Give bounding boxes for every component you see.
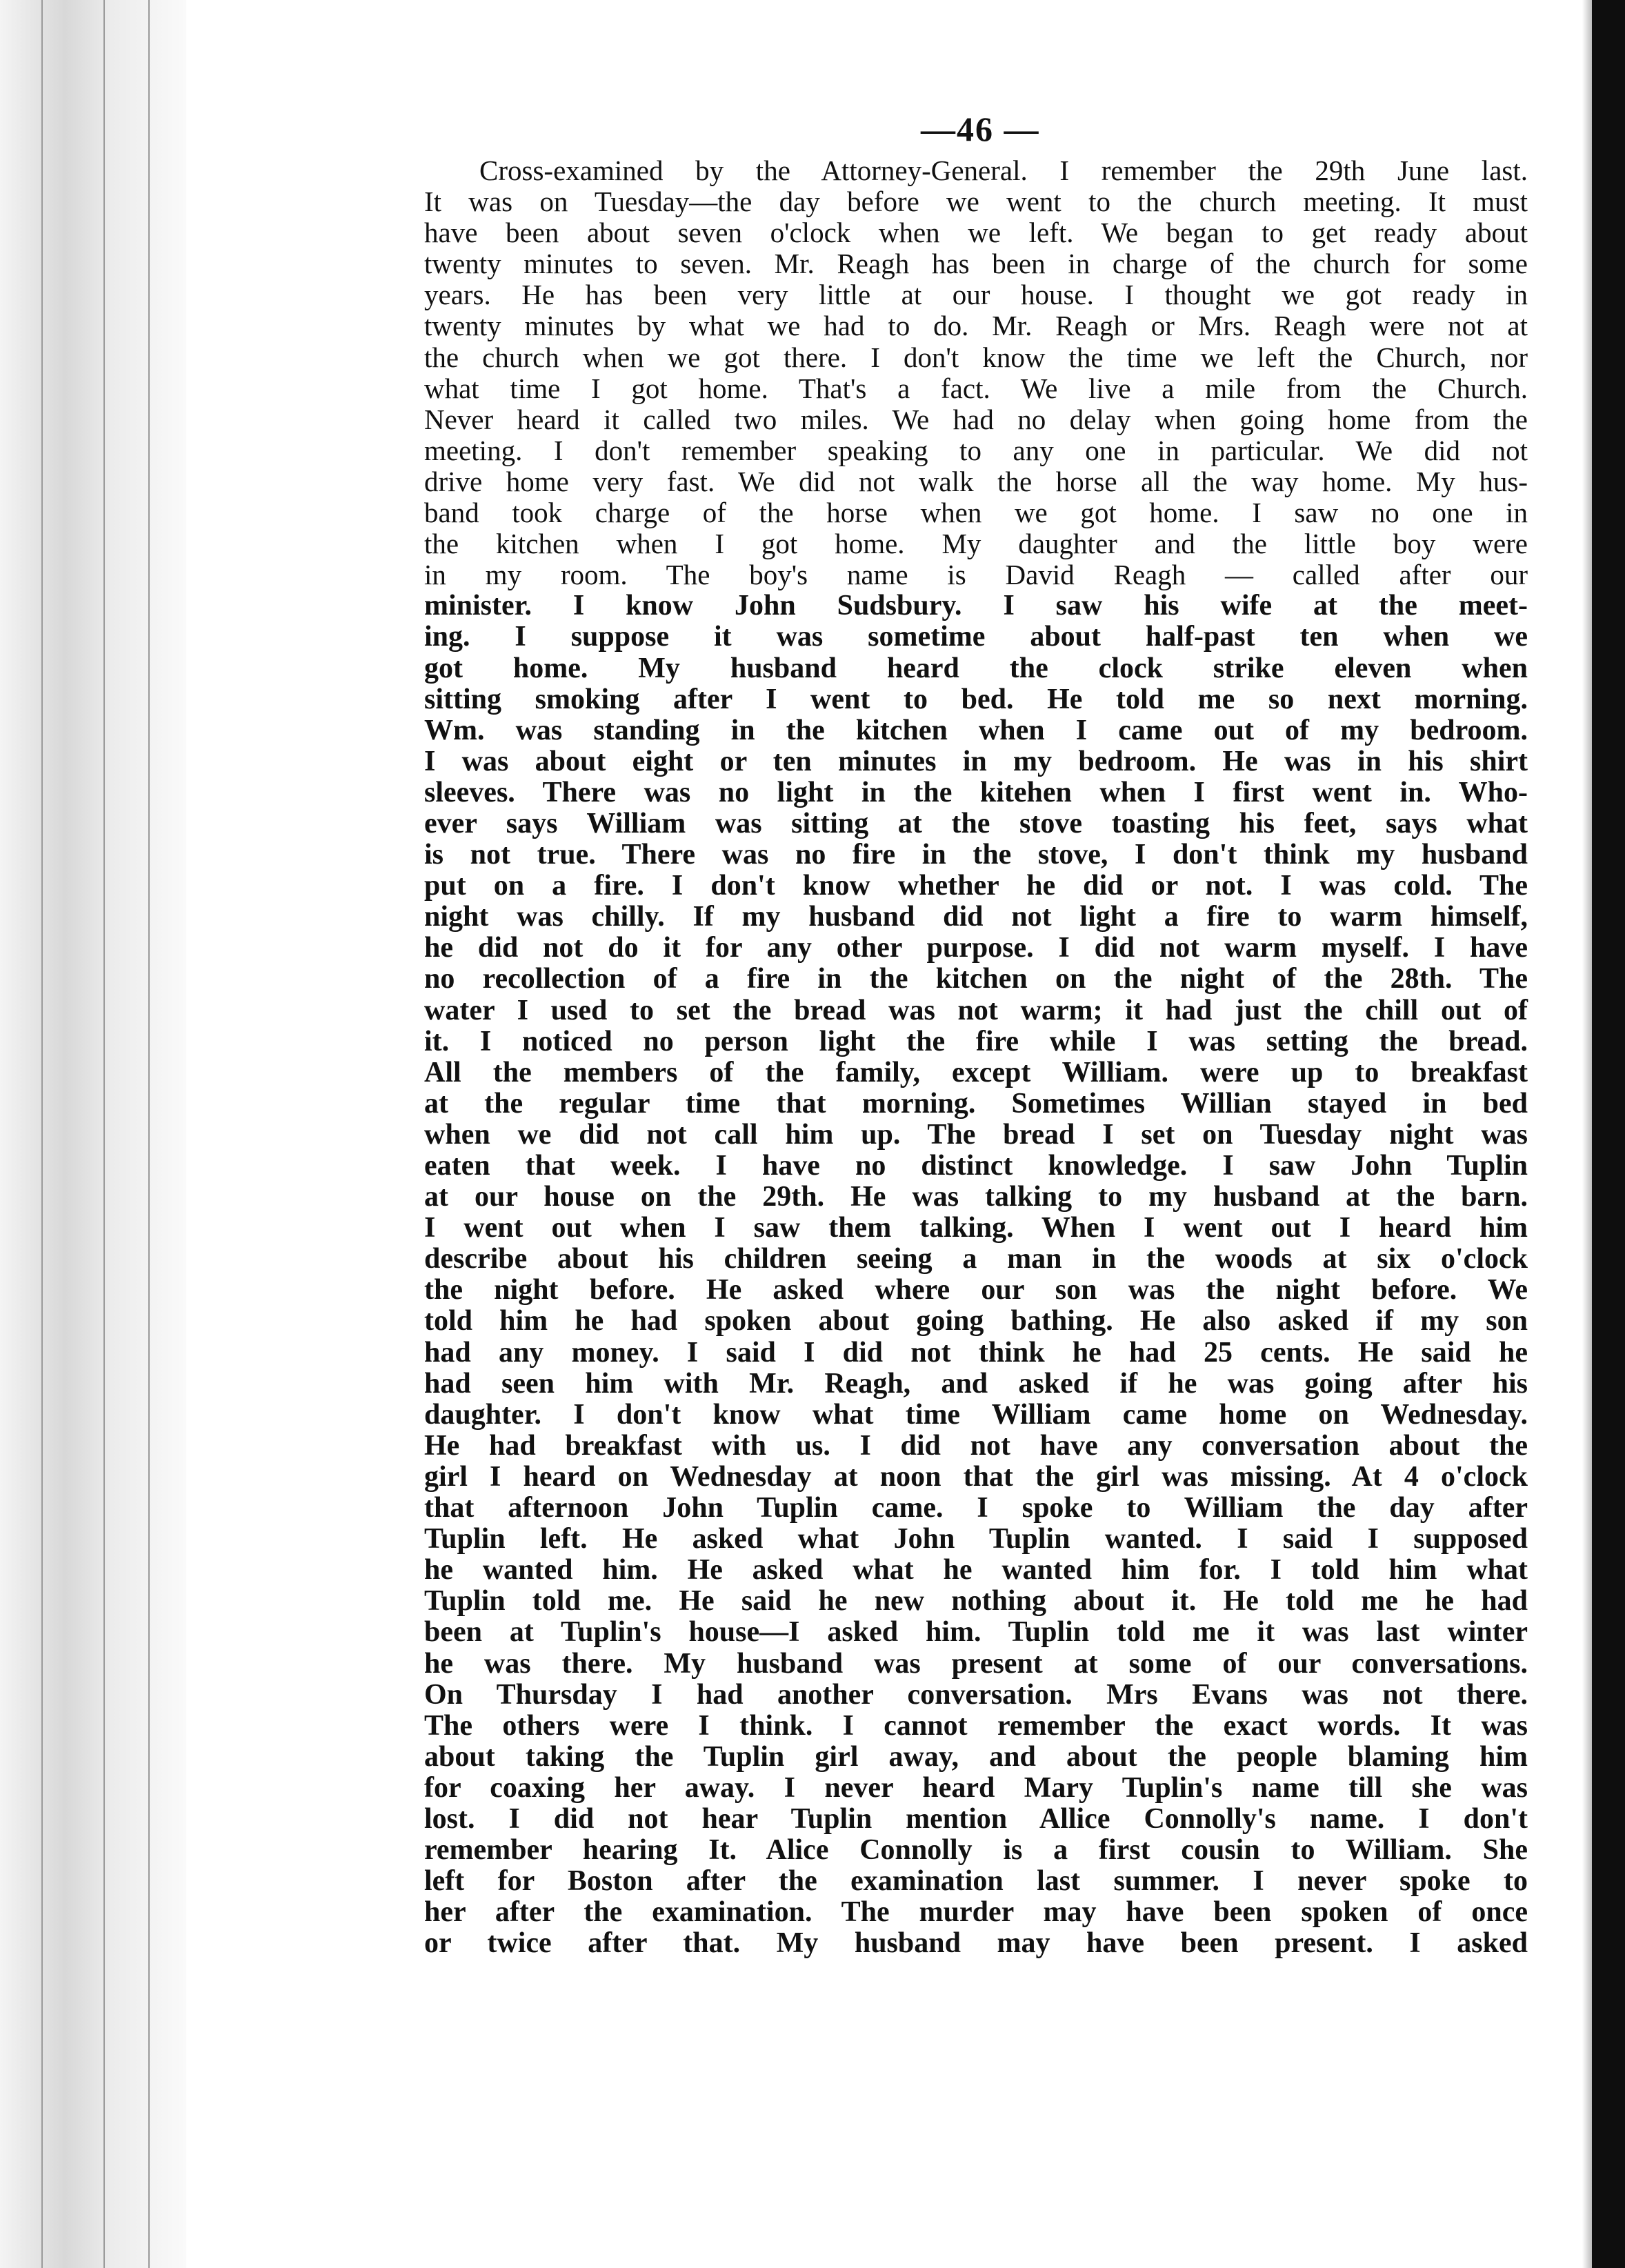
text-line: daughter. I don't know what time William came home on Wednesday. xyxy=(424,1398,1528,1431)
text-line: he was there. My husband was present at some of our conversations. xyxy=(424,1647,1528,1680)
page-edge-right xyxy=(1592,0,1625,2268)
text-line: the kitchen when I got home. My daughter and the little boy were xyxy=(424,528,1528,560)
text-line: the church when we got there. I don't know the time we left the Church, nor xyxy=(424,341,1528,373)
text-line: twenty minutes by what we had to do. Mr. Reagh or Mrs. Reagh were not at xyxy=(424,310,1528,342)
text-line: when we did not call him up. The bread I set on Tuesday night was xyxy=(424,1118,1528,1151)
text-line: sitting smoking after I went to bed. He told me so next morning. xyxy=(424,683,1528,715)
text-line: is not true. There was no fire in the stove, I don't think my husband xyxy=(424,839,1528,871)
text-line: what time I got home. That's a fact. We live a mile from the Church. xyxy=(424,372,1528,404)
text-line: eaten that week. I have no distinct knowledge. I saw John Tuplin xyxy=(424,1150,1528,1182)
text-line: in my room. The boy's name is David Reagh — called after our xyxy=(424,559,1528,591)
text-line: drive home very fast. We did not walk the horse all the way home. My hus- xyxy=(424,465,1528,497)
binding-line xyxy=(103,0,105,2268)
text-line: been at Tuplin's house—I asked him. Tuplin told me it was last winter xyxy=(424,1616,1528,1649)
text-line: Cross-examined by the Attorney-General. I remember the 29th June last. xyxy=(479,155,1528,186)
text-line: it. I noticed no person light the fire while I was setting the bread. xyxy=(424,1025,1528,1057)
text-line: The others were I think. I cannot remember the exact words. It was xyxy=(424,1709,1528,1742)
text-line: ever says William was sitting at the stove toasting his feet, says what xyxy=(424,807,1528,839)
text-line: remember hearing It. Alice Connolly is a first cousin to William. She xyxy=(424,1834,1528,1867)
text-line: Never heard it called two miles. We had no delay when going home from the xyxy=(424,403,1528,435)
text-line: at the regular time that morning. Sometimes Willian stayed in bed xyxy=(424,1087,1528,1120)
text-line: twenty minutes to seven. Mr. Reagh has been in charge of the church for some xyxy=(424,248,1528,280)
text-line: or twice after that. My husband may have been present. I asked xyxy=(424,1927,1528,1960)
text-line: describe about his children seeing a man in the woods at six o'clock xyxy=(424,1243,1528,1275)
text-line: band took charge of the horse when we got home. I saw no one in xyxy=(424,497,1528,529)
text-line: at our house on the 29th. He was talking to my husband at the barn. xyxy=(424,1181,1528,1213)
text-line: years. He has been very little at our house. I thought we got ready in xyxy=(424,279,1528,311)
text-line: All the members of the family, except William. were up to breakfast xyxy=(424,1056,1528,1088)
text-line: have been about seven o'clock when we left. We began to get ready about xyxy=(424,217,1528,249)
text-line: It was on Tuesday—the day before we went to the church meeting. It must xyxy=(424,186,1528,218)
text-line: had seen him with Mr. Reagh, and asked if he was going after his xyxy=(424,1367,1528,1400)
text-line: about taking the Tuplin girl away, and about the people blaming him xyxy=(424,1740,1528,1773)
text-line: had any money. I said I did not think he had 25 cents. He said he xyxy=(424,1336,1528,1369)
text-line: got home. My husband heard the clock strike eleven when xyxy=(424,652,1528,684)
binding-line xyxy=(41,0,43,2268)
text-line: Wm. was standing in the kitchen when I came out of my bedroom. xyxy=(424,714,1528,746)
text-line: sleeves. There was no light in the kitehen when I first went in. Who- xyxy=(424,776,1528,808)
page-number: —46 — xyxy=(921,110,1040,148)
text-line: water I used to set the bread was not warm; it had just the chill out of xyxy=(424,994,1528,1026)
text-line: he did not do it for any other purpose. I did not warm myself. I have xyxy=(424,932,1528,964)
body-text xyxy=(424,155,1528,1959)
text-line: I went out when I saw them talking. When I went out I heard him xyxy=(424,1212,1528,1244)
text-line: night was chilly. If my husband did not light a fire to warm himself, xyxy=(424,901,1528,933)
text-line: lost. I did not hear Tuplin mention Allice Connolly's name. I don't xyxy=(424,1802,1528,1835)
page-edge-shadow-right xyxy=(1582,0,1592,2268)
text-line: meeting. I don't remember speaking to any one in particular. We did not xyxy=(424,434,1528,466)
text-line: Tuplin told me. He said he new nothing about it. He told me he had xyxy=(424,1585,1528,1618)
text-line: I was about eight or ten minutes in my bedroom. He was in his shirt xyxy=(424,745,1528,777)
text-line: minister. I know John Sudsbury. I saw his wife at the meet- xyxy=(424,590,1528,622)
page-gutter-left xyxy=(0,0,186,2268)
text-line: He had breakfast with us. I did not have any conversation about the xyxy=(424,1429,1528,1462)
text-line: On Thursday I had another conversation. Mrs Evans was not there. xyxy=(424,1678,1528,1711)
binding-line xyxy=(148,0,150,2268)
text-line: that afternoon John Tuplin came. I spoke to William the day after xyxy=(424,1492,1528,1524)
text-line: the night before. He asked where our son was the night before. We xyxy=(424,1274,1528,1306)
text-line: for coaxing her away. I never heard Mary Tuplin's name till she was xyxy=(424,1771,1528,1804)
text-line: her after the examination. The murder may have been spoken of once xyxy=(424,1896,1528,1929)
text-line: girl I heard on Wednesday at noon that the girl was missing. At 4 o'clock xyxy=(424,1460,1528,1493)
text-line: told him he had spoken about going bathing. He also asked if my son xyxy=(424,1305,1528,1337)
text-line: put on a fire. I don't know whether he did or not. I was cold. The xyxy=(424,870,1528,902)
text-line: left for Boston after the examination last summer. I never spoke to xyxy=(424,1865,1528,1898)
text-line: ing. I suppose it was sometime about half-past ten when we xyxy=(424,621,1528,653)
text-line: Tuplin left. He asked what John Tuplin wanted. I said I supposed xyxy=(424,1523,1528,1555)
text-line: no recollection of a fire in the kitchen on the night of the 28th. The xyxy=(424,963,1528,995)
text-line: he wanted him. He asked what he wanted him for. I told him what xyxy=(424,1554,1528,1586)
